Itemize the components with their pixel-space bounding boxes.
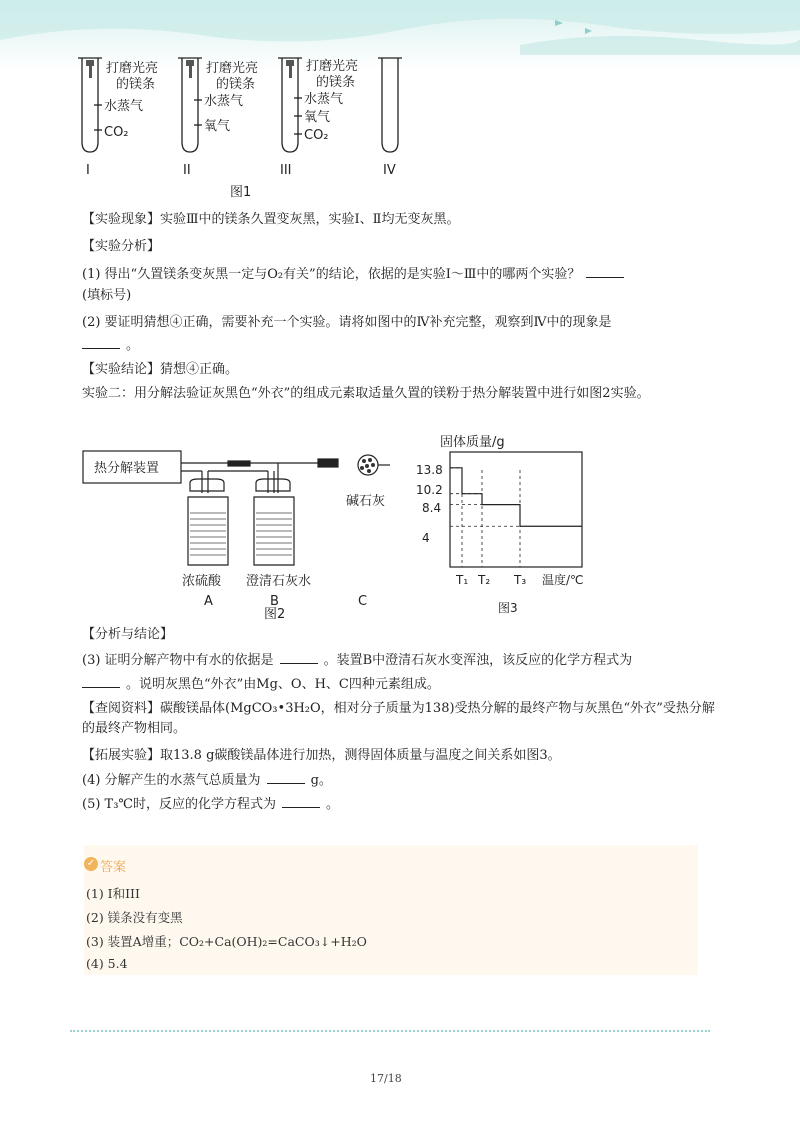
tube-iv-roman: IV [383,163,396,178]
question-3-end: 。说明灰黑色“外衣”由Mg、O、H、C四种元素组成。 [82,675,722,695]
tube-i-label-2: 的镁条 [116,77,156,92]
figure-3-caption: 图3 [498,601,518,615]
question-3: (3) 证明分解产物中有水的依据是 。装置B中澄清石灰水变浑浊，该反应的化学方程式为 [82,653,633,668]
answer-blank[interactable] [82,336,120,349]
x-axis-label: 温度/℃ [542,573,584,587]
tube-c-letter: C [358,594,368,609]
question-2: (2) 要证明猜想④正确，需要补充一个实验。请将如图中的Ⅳ补充完整，观察到Ⅳ中的现象是 [82,315,612,330]
tube-iii-label-5: CO₂ [304,128,329,143]
analysis-conclusion-heading: 【分析与结论】 [82,627,174,642]
tube-i-label-1: 打磨光亮 [106,61,159,76]
answer-blank[interactable] [267,771,305,784]
tube-ii-label-2: 的镁条 [216,77,256,92]
tube-ii-roman: II [183,163,191,178]
figure-3-chart [410,430,600,620]
answer-item-3: (3) 装置A增重；CO₂+Ca(OH)₂=CaCO₃↓+H₂O [86,934,367,949]
tube-iii-label-3: 水蒸气 [304,92,344,107]
figure-1-test-tubes [70,50,430,200]
answer-item-1: (1) I和III [86,886,140,901]
bottle-a-letter: A [204,594,213,609]
y-tick-13-8: 13.8 [416,463,443,477]
soda-lime-label: 碱石灰 [346,494,386,509]
figure-1-caption: 图1 [230,185,252,200]
tube-iii-label-1: 打磨光亮 [306,59,359,74]
tube-i-roman: I [86,163,90,178]
answer-title: 答案 [100,860,127,875]
x-tick-t1: T₁ [456,573,469,587]
answer-item-2: (2) 镁条没有变黑 [86,910,183,925]
question-1: (1) 得出“久置镁条变灰黑一定与O₂有关”的结论，依据的是实验Ⅰ～Ⅲ中的哪两个实验？ [82,265,722,285]
answer-item-4: (4) 5.4 [86,956,128,971]
mass-step-line [450,468,582,526]
tube-ii-label-1: 打磨光亮 [206,61,259,76]
figure-2-caption: 图2 [264,607,286,620]
tube-ii-label-4: 氧气 [204,119,231,134]
y-tick-8-4: 8.4 [422,501,442,515]
x-tick-t3: T₃ [514,573,527,587]
reference-info: 【查阅资料】碳酸镁晶体(MgCO₃•3H₂O，相对分子质量为138)受热分解的最终产物与灰黑色“外衣”受热分解的最终产物相同。 [82,701,715,736]
question-1-note: (填标号) [82,288,132,303]
chart-frame [450,452,582,567]
experiment-phenomenon: 【实验现象】实验Ⅲ中的镁条久置变灰黑，实验Ⅰ、Ⅱ均无变灰黑。 [82,212,460,227]
answer-blank[interactable] [280,651,318,664]
y-tick-10-2: 10.2 [416,483,443,497]
y-tick-4-0: 4 [422,531,430,545]
question-2-end: 。 [82,336,722,356]
question-5: (5) T₃℃时，反应的化学方程式为 。 [82,797,339,812]
x-tick-t2: T₂ [478,573,491,587]
answer-blank[interactable] [282,795,320,808]
question-4: (4) 分解产生的水蒸气总质量为 g。 [82,773,332,788]
experiment-analysis-heading: 【实验分析】 [82,239,161,254]
tube-iii-label-2: 的镁条 [316,75,356,90]
chart-title: 固体质量/g [440,435,505,450]
bottle-b-label: 澄清石灰水 [246,574,312,589]
tube-i-label-3: 水蒸气 [104,99,144,114]
tube-i-label-4: CO₂ [104,125,129,140]
answer-blank[interactable] [82,675,120,688]
tube-ii-label-3: 水蒸气 [204,94,244,109]
experiment-two-intro: 实验二：用分解法验证灰黑色“外衣”的组成元素取适量久置的镁粉于热分解装置中进行如图2实验。 [82,386,650,401]
tube-iii-roman: III [280,163,292,178]
bottle-b-letter: B [270,594,279,609]
answer-blank[interactable] [586,265,624,278]
heat-decomposition-label: 热分解装置 [94,461,160,476]
bottle-a-label: 浓硫酸 [182,574,222,589]
experiment-conclusion: 【实验结论】猜想④正确。 [82,362,239,377]
divider [70,1030,710,1032]
figure-2-apparatus [78,435,408,620]
check-icon: ✓ [84,857,98,871]
page-number: 17/18 [370,1072,402,1085]
tube-iii-label-4: 氧气 [304,110,331,125]
extension-experiment: 【拓展实验】取13.8 g碳酸镁晶体进行加热，测得固体质量与温度之间关系如图3。 [82,748,561,763]
